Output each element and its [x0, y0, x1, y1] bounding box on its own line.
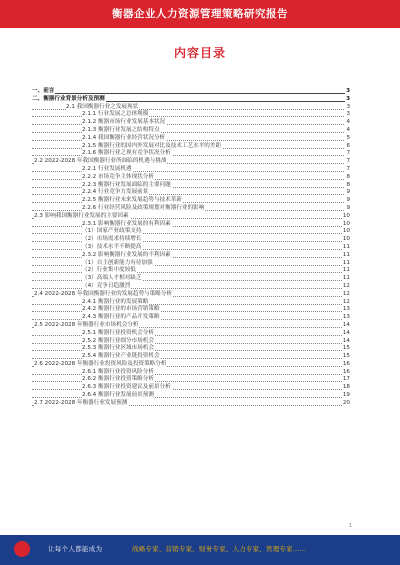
toc-leader: [32, 374, 350, 375]
page-number: 1: [348, 523, 352, 529]
toc-entry-title: 2.5.4 衡器行业产业链投资机会: [82, 353, 160, 360]
toc-entry[interactable]: [32, 228, 350, 236]
toc-entry-title: 2.3 影响我国衡器行业发展的主要因素: [34, 212, 129, 219]
toc-entry-page: 11: [342, 259, 350, 266]
toc-entry[interactable]: [32, 252, 350, 260]
toc-entry-title: 2.3.1 影响衡器行业发展的有利因素: [82, 220, 171, 227]
toc-entry[interactable]: [32, 88, 350, 96]
toc-entry-title: 2.2.1 行业发展机遇: [82, 165, 132, 172]
toc-entry-title: 2.6.1 衡器行业投资风险分析: [82, 368, 154, 375]
toc-entry-page: 14: [342, 321, 350, 328]
toc-leader: [32, 187, 350, 188]
toc-entry-page: 15: [342, 353, 350, 360]
toc-entry[interactable]: [32, 244, 350, 252]
toc-entry-page: 9: [346, 204, 350, 211]
toc-entry[interactable]: [32, 306, 350, 314]
toc-entry-page: 11: [342, 243, 350, 250]
toc-entry-page: 9: [346, 189, 350, 196]
toc-entry-title: 2.6.3 衡器行业投资建议及前景分析: [82, 384, 171, 391]
toc-leader: [32, 288, 350, 289]
toc-entry[interactable]: [32, 361, 350, 369]
toc-entry-title: 2.1.6 衡器行业之现有竞争状况分析: [82, 150, 171, 157]
toc-leader: [32, 381, 350, 382]
toc-entry-title: 2.4 2022-2028 年我国衡器行业的发展趋势与策略分析: [34, 290, 173, 297]
toc-entry[interactable]: [32, 135, 350, 143]
toc-entry[interactable]: [32, 221, 350, 229]
toc-entry-title: 2.2 2022-2028 年我国衡器行业所面临的机遇与挑战: [34, 158, 167, 165]
toc-entry-page: 12: [342, 282, 350, 289]
toc-entry-page: 7: [346, 150, 350, 157]
toc-entry[interactable]: [32, 267, 350, 275]
toc-entry-title: （2）行业集中度较低: [82, 267, 136, 274]
toc-entry-page: 16: [342, 360, 350, 367]
toc-entry[interactable]: [32, 291, 350, 299]
toc-leader: [32, 226, 350, 227]
toc-entry-page: 10: [342, 236, 350, 243]
table-of-contents: [32, 88, 350, 408]
toc-entry[interactable]: [32, 400, 350, 408]
toc-entry[interactable]: [32, 376, 350, 384]
toc-entry-title: （4）竞争日趋激烈: [82, 282, 131, 289]
toc-entry-page: 16: [342, 368, 350, 375]
toc-entry-page: 3: [346, 103, 350, 110]
toc-entry-title: 2.2.6 行业经营风险及政策规划对衡器行业的影响: [82, 204, 205, 211]
toc-entry[interactable]: [32, 275, 350, 283]
toc-entry-title: 2.3.2 影响衡器行业发展的不利因素: [82, 251, 171, 258]
toc-leader: [32, 93, 350, 94]
toc-entry-title: 2.4.2 衡器行业的市场营销策略: [82, 306, 160, 313]
toc-leader: [32, 116, 350, 117]
toc-entry[interactable]: [32, 119, 350, 127]
toc-entry-page: 9: [346, 197, 350, 204]
toc-entry-title: 2.6.2 衡器行业投资策略分析: [82, 376, 154, 383]
toc-entry-title: 2.5.1 衡器行业投资机会分析: [82, 329, 154, 336]
toc-entry-page: 3: [346, 111, 350, 118]
toc-entry-title: （1）自主创新能力有待加强: [82, 259, 153, 266]
toc-entry-page: 18: [342, 384, 350, 391]
toc-leader: [32, 140, 350, 141]
toc-leader: [32, 343, 350, 344]
toc-entry-page: 10: [342, 228, 350, 235]
toc-entry-title: 2.4.1 衡器行业的发展策略: [82, 298, 149, 305]
toc-entry-title: 二、衡器行业背景分析及预测: [32, 95, 105, 102]
toc-entry-page: 13: [342, 314, 350, 321]
toc-entry-title: 2.2.5 衡器行业未来发展趋势与技术革新: [82, 197, 182, 204]
toc-leader: [32, 241, 350, 242]
brand-logo-icon: [14, 541, 30, 557]
toc-title: 内容目录: [173, 46, 226, 60]
toc-entry[interactable]: [32, 236, 350, 244]
toc-entry[interactable]: [32, 353, 350, 361]
toc-leader: [32, 319, 350, 320]
toc-entry-page: 17: [342, 376, 350, 383]
toc-leader: [32, 358, 350, 359]
toc-entry[interactable]: [32, 392, 350, 400]
toc-entry[interactable]: [32, 158, 350, 166]
toc-entry-page: 11: [342, 275, 350, 282]
toc-entry-page: 4: [346, 126, 350, 133]
toc-leader: [32, 132, 350, 133]
toc-leader: [32, 202, 350, 203]
toc-entry-page: 13: [342, 306, 350, 313]
toc-leader: [32, 155, 350, 156]
toc-leader: [32, 194, 350, 195]
toc-entry[interactable]: [32, 197, 350, 205]
toc-leader: [32, 179, 350, 180]
toc-entry-title: 2.1.4 我国衡器行业经营状况分析: [82, 134, 166, 141]
toc-entry[interactable]: [32, 166, 350, 174]
toc-entry-title: 2.5.2 衡器行业细分市场机会: [82, 337, 154, 344]
toc-entry-page: 12: [342, 298, 350, 305]
toc-entry-page: 7: [346, 158, 350, 165]
toc-entry[interactable]: [32, 127, 350, 135]
toc-leader: [32, 350, 350, 351]
toc-entry-page: 20: [342, 399, 350, 406]
toc-entry-page: 8: [346, 181, 350, 188]
toc-entry[interactable]: [32, 143, 350, 151]
toc-entry-title: 2.7 2022-2028 年衡器行业发展预测: [34, 399, 128, 406]
toc-entry[interactable]: [32, 330, 350, 338]
toc-entry-page: 10: [342, 212, 350, 219]
toc-entry[interactable]: [32, 384, 350, 392]
toc-leader: [32, 272, 350, 273]
toc-entry-title: 2.1.5 衡器行业的国内外发展对比及技术工艺水平的差距: [82, 142, 222, 149]
toc-leader: [32, 265, 350, 266]
toc-entry-page: 14: [342, 337, 350, 344]
toc-entry-page: 3: [346, 95, 350, 102]
toc-entry[interactable]: [32, 314, 350, 322]
toc-entry[interactable]: [32, 213, 350, 221]
toc-entry-title: （1）国家产业政策支持: [82, 228, 142, 235]
toc-entry-title: 2.1.3 衡器行业发展之结构特点: [82, 126, 160, 133]
toc-leader: [32, 280, 350, 281]
toc-entry-title: 2.1.2 衡器市场行业发展基本状况: [82, 119, 166, 126]
toc-entry-title: 2.5.3 衡器行业区域市场机会: [82, 345, 154, 352]
toc-entry[interactable]: [32, 189, 350, 197]
toc-entry-page: 7: [346, 165, 350, 172]
footer-slogan: 让每个人都能成为: [48, 545, 103, 553]
toc-entry-page: 5: [346, 134, 350, 141]
footer-banner: [0, 535, 400, 565]
toc-entry-title: 2.2.2 市场竞争主体现状分析: [82, 173, 154, 180]
toc-entry[interactable]: [32, 104, 350, 112]
toc-entry-title: 一、前言: [32, 88, 55, 94]
toc-entry-title: 2.1 我国衡器行业之发展现状: [66, 103, 139, 110]
toc-entry-page: 11: [342, 251, 350, 258]
toc-entry[interactable]: [32, 260, 350, 268]
toc-entry-page: 19: [342, 392, 350, 399]
toc-entry-page: 11: [342, 267, 350, 274]
toc-leader: [32, 389, 350, 390]
toc-leader: [32, 257, 350, 258]
toc-leader: [32, 304, 350, 305]
toc-entry[interactable]: [32, 150, 350, 158]
toc-leader: [32, 397, 350, 398]
toc-leader: [32, 124, 350, 125]
toc-entry-page: 6: [346, 142, 350, 149]
toc-entry-title: 2.5 2022-2028 年衡器行业市场机会分析: [34, 321, 139, 328]
toc-entry-title: （2）市场需求持续增长: [82, 236, 142, 243]
toc-entry-page: 15: [342, 345, 350, 352]
toc-entry-title: 2.2.4 行业竞争力发展前景: [82, 189, 149, 196]
toc-entry[interactable]: [32, 182, 350, 190]
toc-entry-title: 2.6.4 衡器行业发展前景预测: [82, 392, 154, 399]
toc-entry-page: 8: [346, 173, 350, 180]
toc-entry-title: 2.1.1 行业发展之总体规模: [82, 111, 149, 118]
toc-entry[interactable]: [32, 345, 350, 353]
toc-entry[interactable]: [32, 299, 350, 307]
toc-entry-title: （3）高端人才相对缺乏: [82, 275, 142, 282]
toc-entry-title: 2.2.3 衡器行业发展面临的主要问题: [82, 181, 171, 188]
toc-entry-title: （3）技术水平不断提高: [82, 243, 142, 250]
toc-entry[interactable]: [32, 174, 350, 182]
toc-leader: [32, 233, 350, 234]
toc-leader: [32, 249, 350, 250]
toc-entry[interactable]: [32, 96, 350, 104]
toc-entry-title: 2.6 2022-2028 年衡器行业投资风险及投资策略分析: [34, 360, 167, 367]
toc-entry[interactable]: [32, 369, 350, 377]
toc-leader: [32, 311, 350, 312]
toc-entry-page: 14: [342, 329, 350, 336]
toc-entry[interactable]: [32, 322, 350, 330]
toc-leader: [32, 171, 350, 172]
footer-roles: 战略专家、营销专家、财务专家、人力专家、管理专家……: [132, 545, 307, 553]
toc-entry-page: 3: [346, 88, 350, 94]
toc-entry-title: 2.4.3 衡器行业的产品开发策略: [82, 314, 160, 321]
toc-entry-page: 10: [342, 220, 350, 227]
toc-entry[interactable]: [32, 205, 350, 213]
toc-entry-page: 12: [342, 290, 350, 297]
toc-entry[interactable]: [32, 111, 350, 119]
toc-entry[interactable]: [32, 283, 350, 291]
toc-leader: [32, 335, 350, 336]
report-header: 衡器企业人力资源管理策略研究报告: [0, 0, 400, 28]
toc-entry[interactable]: [32, 338, 350, 346]
toc-entry-page: 4: [346, 119, 350, 126]
